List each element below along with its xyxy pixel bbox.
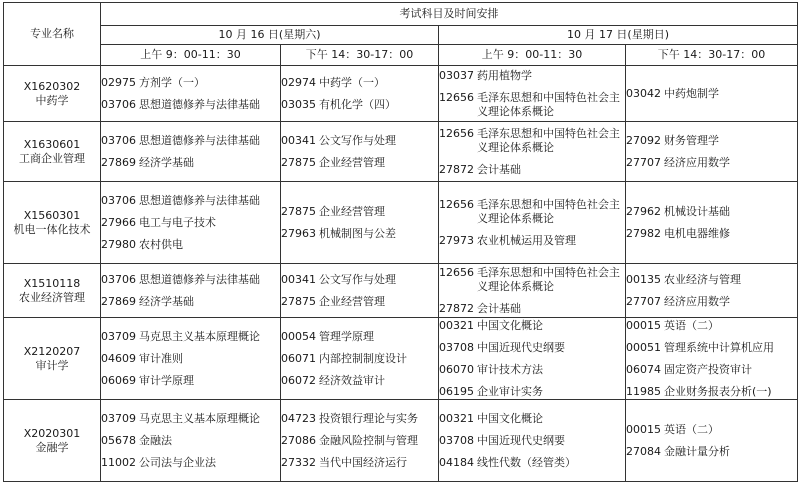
subject-name: 有机化学（四）	[319, 97, 396, 111]
subject-code: 02975	[101, 75, 136, 89]
subject-code: 03709	[101, 329, 136, 343]
slot-cell	[626, 318, 798, 400]
slot-cell	[101, 182, 281, 264]
subject-name: 毛泽东思想和中国特色社会主义理论体系概论	[477, 197, 620, 225]
subject-item	[439, 363, 625, 377]
subject-item	[439, 266, 625, 294]
subject-item	[626, 445, 797, 459]
subject-name: 管理系统中计算机应用	[664, 340, 774, 354]
slot-cell	[281, 318, 439, 400]
subject-name: 公司法与企业法	[139, 455, 216, 469]
subject-name: 思想道德修养与法律基础	[139, 193, 260, 207]
subject-code: 03037	[439, 68, 474, 82]
subject-item	[626, 227, 797, 241]
subject-item	[281, 330, 438, 344]
slot-cell	[626, 182, 798, 264]
subject-name: 思想道德修养与法律基础	[139, 272, 260, 286]
subject-item	[281, 98, 438, 112]
subject-code: 27707	[626, 294, 661, 308]
subject-item	[101, 156, 280, 170]
subject-code: 00321	[439, 411, 474, 425]
subject-code: 03035	[281, 97, 316, 111]
subject-name: 马克思主义基本原理概论	[139, 329, 260, 343]
subject-name: 金融计量分析	[664, 444, 730, 458]
subject-code: 03708	[439, 433, 474, 447]
subject-code: 27875	[281, 155, 316, 169]
subject-code: 12656	[439, 197, 474, 211]
subject-item	[101, 295, 280, 309]
subject-item	[626, 423, 797, 437]
subject-item	[626, 295, 797, 309]
subject-code: 27966	[101, 215, 136, 229]
slot-cell	[439, 264, 626, 318]
major-name: 机电一体化技术	[13, 222, 91, 236]
subject-name: 企业审计实务	[477, 384, 543, 398]
subject-item	[101, 374, 280, 388]
subject-item	[101, 412, 280, 426]
slot-header-oct17-morning: 上午 9：00-11：30	[439, 45, 626, 66]
subject-item	[439, 198, 625, 226]
subject-name: 公文写作与处理	[319, 272, 396, 286]
subject-name: 中国近现代史纲要	[477, 340, 565, 354]
subject-code: 27963	[281, 226, 316, 240]
major-code: X1620302	[23, 79, 81, 93]
subject-name: 机械制图与公差	[319, 226, 396, 240]
subject-name: 审计学原理	[139, 373, 194, 387]
subject-item	[626, 363, 797, 377]
subject-code: 27875	[281, 204, 316, 218]
subject-item	[626, 134, 797, 148]
major-name: 审计学	[35, 358, 69, 372]
subject-code: 03706	[101, 97, 136, 111]
slot-cell	[626, 264, 798, 318]
table-row	[4, 400, 798, 482]
major-column-header: 专业名称	[4, 3, 101, 66]
subject-code: 03706	[101, 272, 136, 286]
subject-item	[281, 227, 438, 241]
subject-item	[439, 319, 625, 333]
subject-item	[439, 456, 625, 470]
exam-title-header: 考试科目及时间安排	[101, 3, 798, 26]
slot-cell	[101, 264, 281, 318]
subject-code: 27869	[101, 155, 136, 169]
subject-item	[101, 194, 280, 208]
subject-name: 机械设计基础	[664, 204, 730, 218]
slot-cell	[439, 182, 626, 264]
subject-code: 12656	[439, 265, 474, 279]
subject-code: 00321	[439, 318, 474, 332]
subject-item	[101, 434, 280, 448]
subject-code: 03708	[439, 340, 474, 354]
major-cell	[4, 264, 101, 318]
subject-item	[439, 69, 625, 83]
subject-code: 11985	[626, 384, 661, 398]
major-code: X1630601	[23, 137, 81, 151]
subject-code: 00054	[281, 329, 316, 343]
subject-name: 企业经营管理	[319, 294, 385, 308]
slot-cell	[281, 264, 439, 318]
slot-cell	[281, 182, 439, 264]
subject-item	[626, 205, 797, 219]
subject-item	[101, 273, 280, 287]
subject-item	[281, 352, 438, 366]
subject-name: 中国近现代史纲要	[477, 433, 565, 447]
subject-name: 线性代数（经管类）	[477, 455, 576, 469]
table-row	[4, 122, 798, 182]
subject-name: 当代中国经济运行	[319, 455, 407, 469]
subject-name: 财务管理学	[664, 133, 719, 147]
major-cell	[4, 66, 101, 122]
day-header-oct16: 10 月 16 日(星期六)	[101, 26, 439, 45]
table-row	[4, 66, 798, 122]
subject-code: 04723	[281, 411, 316, 425]
subject-code: 06071	[281, 351, 316, 365]
subject-name: 经济效益审计	[319, 373, 385, 387]
subject-name: 公文写作与处理	[319, 133, 396, 147]
subject-name: 经济学基础	[139, 294, 194, 308]
subject-name: 英语（二）	[664, 422, 719, 436]
slot-cell	[439, 66, 626, 122]
slot-cell	[626, 66, 798, 122]
table-row	[4, 318, 798, 400]
subject-item	[626, 156, 797, 170]
major-name: 工商企业管理	[19, 151, 85, 165]
slot-header-oct16-afternoon: 下午 14：30-17：00	[281, 45, 439, 66]
subject-code: 00015	[626, 422, 661, 436]
subject-name: 投资银行理论与实务	[319, 411, 418, 425]
subject-code: 03709	[101, 411, 136, 425]
subject-item	[281, 156, 438, 170]
major-name: 中药学	[35, 93, 69, 107]
subject-item	[626, 319, 797, 333]
slot-cell	[101, 400, 281, 482]
subject-code: 03706	[101, 133, 136, 147]
subject-name: 金融风险控制与管理	[319, 433, 418, 447]
subject-name: 中国文化概论	[477, 318, 543, 332]
subject-item	[101, 134, 280, 148]
subject-name: 审计准则	[139, 351, 183, 365]
subject-code: 27092	[626, 133, 661, 147]
subject-item	[281, 76, 438, 90]
subject-code: 12656	[439, 126, 474, 140]
subject-name: 企业财务报表分析(一)	[664, 384, 772, 398]
subject-item	[626, 341, 797, 355]
subject-item	[439, 127, 625, 155]
subject-item	[439, 434, 625, 448]
subject-name: 电机电器维修	[664, 226, 730, 240]
subject-name: 农业经济与管理	[664, 272, 741, 286]
subject-code: 00341	[281, 272, 316, 286]
subject-name: 管理学原理	[319, 329, 374, 343]
subject-code: 00341	[281, 133, 316, 147]
major-cell	[4, 318, 101, 400]
subject-code: 00015	[626, 318, 661, 332]
subject-name: 内部控制制度设计	[319, 351, 407, 365]
major-code: X1510118	[23, 276, 81, 290]
day-header-oct17: 10 月 17 日(星期日)	[439, 26, 798, 45]
subject-code: 03706	[101, 193, 136, 207]
subject-item	[281, 434, 438, 448]
subject-name: 农村供电	[139, 237, 183, 251]
subject-name: 药用植物学	[477, 68, 532, 82]
subject-code: 11002	[101, 455, 136, 469]
subject-code: 27872	[439, 301, 474, 315]
slot-header-oct16-morning: 上午 9：00-11：30	[101, 45, 281, 66]
slot-cell	[101, 318, 281, 400]
subject-code: 27869	[101, 294, 136, 308]
subject-name: 企业经营管理	[319, 155, 385, 169]
subject-code: 06069	[101, 373, 136, 387]
slot-cell	[281, 66, 439, 122]
subject-code: 27332	[281, 455, 316, 469]
subject-name: 审计技术方法	[477, 362, 543, 376]
subject-name: 思想道德修养与法律基础	[139, 133, 260, 147]
subject-code: 00135	[626, 272, 661, 286]
subject-name: 金融法	[139, 433, 172, 447]
subject-name: 毛泽东思想和中国特色社会主义理论体系概论	[477, 90, 620, 118]
subject-code: 04609	[101, 351, 136, 365]
major-code: X1560301	[23, 208, 81, 222]
subject-code: 06195	[439, 384, 474, 398]
major-name: 金融学	[35, 440, 69, 454]
major-code: X2020301	[23, 426, 81, 440]
subject-item	[626, 273, 797, 287]
subject-item	[101, 238, 280, 252]
subject-item	[101, 330, 280, 344]
subject-name: 英语（二）	[664, 318, 719, 332]
subject-name: 思想道德修养与法律基础	[139, 97, 260, 111]
major-cell	[4, 400, 101, 482]
subject-name: 中国文化概论	[477, 411, 543, 425]
subject-code: 06074	[626, 362, 661, 376]
subject-name: 电工与电子技术	[139, 215, 216, 229]
slot-cell	[439, 400, 626, 482]
subject-item	[101, 98, 280, 112]
subject-name: 方剂学（一）	[139, 75, 205, 89]
major-code: X2120207	[23, 344, 81, 358]
subject-item	[626, 385, 797, 399]
table-row	[4, 182, 798, 264]
subject-code: 12656	[439, 90, 474, 104]
subject-name: 毛泽东思想和中国特色社会主义理论体系概论	[477, 126, 620, 154]
subject-item	[101, 456, 280, 470]
subject-code: 27875	[281, 294, 316, 308]
subject-item	[439, 385, 625, 399]
subject-name: 马克思主义基本原理概论	[139, 411, 260, 425]
subject-item	[626, 87, 797, 101]
subject-code: 27707	[626, 155, 661, 169]
slot-cell	[101, 122, 281, 182]
subject-item	[439, 341, 625, 355]
subject-item	[101, 76, 280, 90]
major-name: 农业经济管理	[19, 290, 85, 304]
subject-code: 27980	[101, 237, 136, 251]
exam-schedule-table	[3, 2, 798, 482]
subject-item	[439, 234, 625, 248]
slot-cell	[281, 122, 439, 182]
slot-header-oct17-afternoon: 下午 14：30-17：00	[626, 45, 798, 66]
subject-code: 27872	[439, 162, 474, 176]
subject-name: 中药炮制学	[664, 86, 719, 100]
subject-item	[439, 163, 625, 177]
table-row	[4, 264, 798, 318]
subject-name: 会计基础	[477, 301, 521, 315]
major-cell	[4, 122, 101, 182]
subject-name: 经济学基础	[139, 155, 194, 169]
subject-name: 农业机械运用及管理	[477, 233, 576, 247]
subject-code: 03042	[626, 86, 661, 100]
major-cell	[4, 182, 101, 264]
slot-cell	[101, 66, 281, 122]
slot-cell	[626, 122, 798, 182]
subject-item	[281, 205, 438, 219]
subject-code: 27973	[439, 233, 474, 247]
subject-code: 27086	[281, 433, 316, 447]
subject-code: 27962	[626, 204, 661, 218]
subject-item	[101, 216, 280, 230]
subject-item	[439, 302, 625, 316]
slot-cell	[439, 318, 626, 400]
schedule-body	[4, 66, 798, 482]
slot-cell	[439, 122, 626, 182]
slot-cell	[626, 400, 798, 482]
subject-code: 02974	[281, 75, 316, 89]
subject-item	[281, 412, 438, 426]
subject-item	[281, 295, 438, 309]
subject-item	[281, 134, 438, 148]
subject-item	[439, 412, 625, 426]
subject-code: 06072	[281, 373, 316, 387]
subject-code: 06070	[439, 362, 474, 376]
subject-code: 04184	[439, 455, 474, 469]
subject-name: 会计基础	[477, 162, 521, 176]
subject-code: 27982	[626, 226, 661, 240]
subject-name: 固定资产投资审计	[664, 362, 752, 376]
subject-name: 经济应用数学	[664, 294, 730, 308]
subject-code: 27084	[626, 444, 661, 458]
subject-item	[281, 273, 438, 287]
subject-name: 经济应用数学	[664, 155, 730, 169]
subject-code: 05678	[101, 433, 136, 447]
subject-code: 00051	[626, 340, 661, 354]
subject-name: 毛泽东思想和中国特色社会主义理论体系概论	[477, 265, 620, 293]
subject-item	[439, 91, 625, 119]
subject-name: 中药学（一）	[319, 75, 385, 89]
subject-item	[281, 374, 438, 388]
subject-item	[101, 352, 280, 366]
slot-cell	[281, 400, 439, 482]
subject-item	[281, 456, 438, 470]
subject-name: 企业经营管理	[319, 204, 385, 218]
